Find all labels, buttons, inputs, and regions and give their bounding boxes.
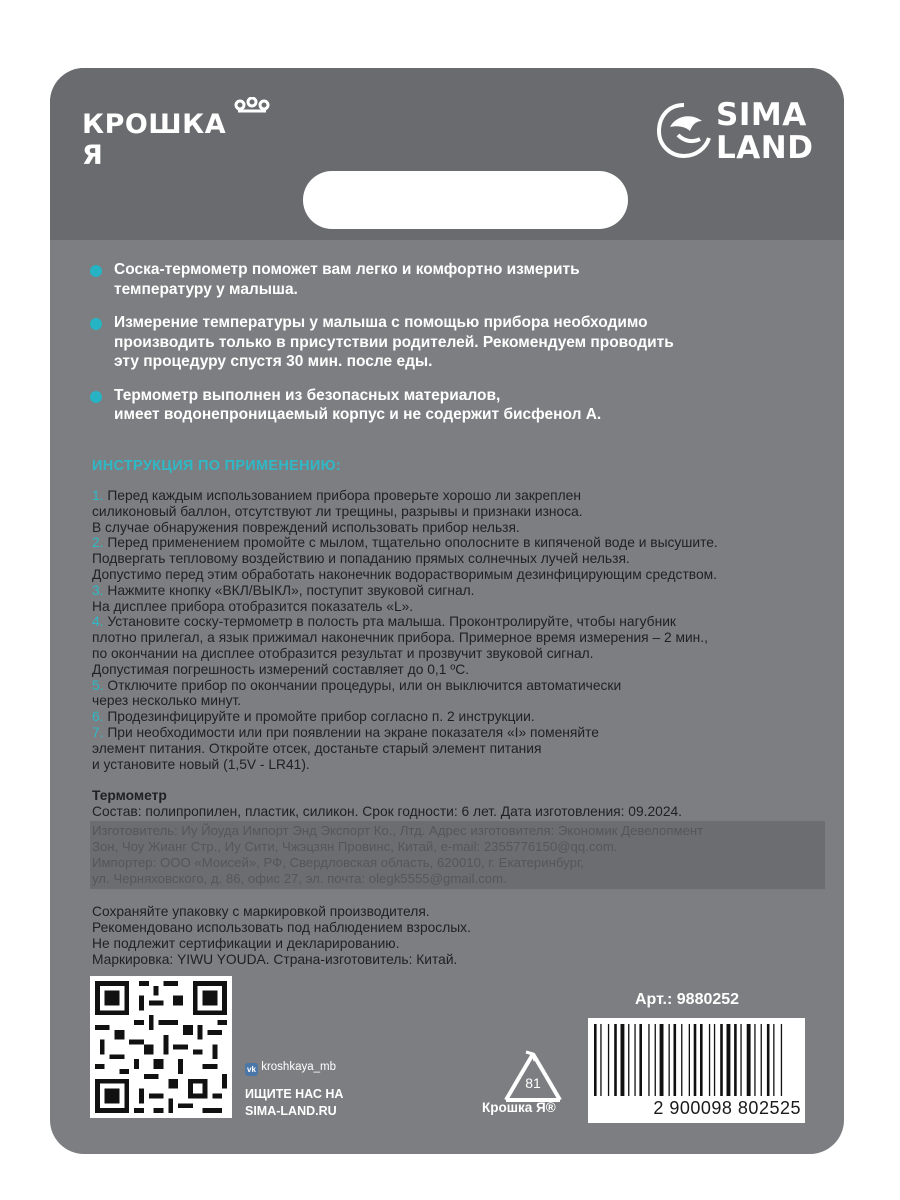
vk-icon: vk [245, 1063, 258, 1076]
step-text: Перед применением промойте с мылом, тщательно ополосните в кипяченой воде и высушите. Подвергать тепловому воздействию и попаданию прямых солнечных лучей нельзя. Допустимо перед этим обработать наконечник водорастворимым дезинфицирующим средством. [92, 535, 718, 582]
step-number: 5. [92, 677, 104, 693]
feature-item [88, 313, 818, 372]
instruction-step [92, 583, 832, 615]
step-text: Нажмите кнопку «ВКЛ/ВЫКЛ», поступит звуковой сигнал. На дисплее прибора отобразится показатель «L». [92, 582, 475, 614]
feature-list [88, 260, 818, 439]
step-number: 3. [92, 582, 104, 598]
step-number: 7. [92, 724, 104, 740]
instructions-title: ИНСТРУКЦИЯ ПО ПРИМЕНЕНИЮ: [92, 458, 341, 474]
recycle-code: 81 [525, 1075, 541, 1091]
search-us-text: ИЩИТЕ НАС НА SIMA-LAND.RU [245, 1087, 344, 1118]
product-title: Термометр [92, 788, 167, 803]
sima-land-logo-line2: LAND [716, 130, 814, 166]
step-number: 1. [92, 488, 104, 503]
step-text: Перед каждым использованием прибора проверьте хорошо ли закреплен силиконовый баллон, отсутствуют ли трещины, разрывы и признаки износа. В случае обнаружения повреждений использовать прибор нельзя. [92, 488, 583, 535]
barcode-bars [588, 1018, 805, 1098]
feature-text: Термометр выполнен из безопасных материалов, имеет водонепроницаемый корпус и не содержит бисфенол А. [114, 386, 602, 423]
barcode-number: 2 900098 802525 [588, 1098, 805, 1119]
hang-hole [303, 171, 628, 229]
bullet-icon [90, 391, 102, 403]
step-text: Отключите прибор по окончании процедуры, или он выключится автоматически через несколько минут. [92, 677, 622, 709]
vk-link [245, 1061, 336, 1076]
step-number: 6. [92, 709, 104, 725]
instruction-step [92, 614, 832, 677]
bullet-icon [90, 265, 102, 277]
step-text: Продезинфицируйте и промойте прибор согласно п. 2 инструкции. [103, 709, 535, 725]
qr-code [90, 976, 232, 1118]
instruction-step [92, 709, 832, 725]
instruction-step [92, 678, 832, 710]
step-text: Установите соску-термометр в полость рта малыша. Проконтролируйте, чтобы нагубник плотно прилегал, а язык прижимал наконечник прибора. Примерное время измерения – 2 мин., по окончании на дисплее отобразится результат и прозвучит звуковой сигнал. Допустимая погрешность измерений составляет до 0,1 ºС. [92, 614, 708, 677]
article-number: Арт.: 9880252 [635, 991, 740, 1008]
kroshka-ya-logo-text: КРОШКА Я [82, 109, 227, 171]
package-card [50, 68, 844, 1154]
step-text: При необходимости или при появлении на экране показателя «I» поменяйте элемент питания. Откройте отсек, достаньте старый элемент питания и установите новый (1,5V - LR41). [92, 724, 599, 772]
feature-item [88, 386, 818, 425]
feature-text: Соска-термометр поможет вам легко и комфортно измерить температуру у малыша. [114, 261, 580, 298]
vk-handle: kroshkaya_mb [261, 1061, 336, 1073]
feature-text: Измерение температуры у малыша с помощью прибора необходимо производить только в присутствии родителей. Рекомендуем проводить эту процедуру спустя 30 мин. после еды. [114, 314, 674, 370]
instruction-step [92, 488, 832, 535]
composition-text: Состав: полипропилен, пластик, силикон. Срок годности: 6 лет. Дата изготовления: 09.2024. [92, 804, 683, 819]
crown-icon [232, 97, 272, 127]
notices-text: Сохраняйте упаковку с маркировкой производителя. Рекомендовано использовать под наблюдением взрослых. Не подлежит сертификации и декларированию. Маркировка: YIWU YOUDA. Страна-изготовитель: Китай. [92, 904, 471, 967]
instruction-step [92, 725, 832, 772]
instruction-step [92, 535, 832, 582]
feature-item [88, 260, 818, 299]
instructions-list [92, 488, 832, 772]
step-number: 4. [92, 614, 104, 630]
manufacturer-info: Изготовитель: Иу Йоуда Импорт Энд Экспорт Ко., Лтд. Адрес изготовителя: Экономик Девелопмент Зон, Чоу Жианг Стр., Иу Сити, Чжэцзян Провинс, Китай, e-mail: 2355776150@qq.com. Импортер: ООО «Моисей», РФ, Свердловская область, 620010, г. Екатеринбург, ул. Черняховского, д. 86, офис 27, эл. почта: olegk5555@gmail.com. [90, 821, 825, 889]
sima-land-logo [656, 97, 816, 165]
bullet-icon [90, 318, 102, 330]
dolphin-icon [656, 101, 712, 159]
sima-land-logo-line1: SIMA [716, 97, 807, 133]
step-number: 2. [92, 535, 104, 551]
recycle-brand: Крошка Я® [482, 1100, 556, 1115]
